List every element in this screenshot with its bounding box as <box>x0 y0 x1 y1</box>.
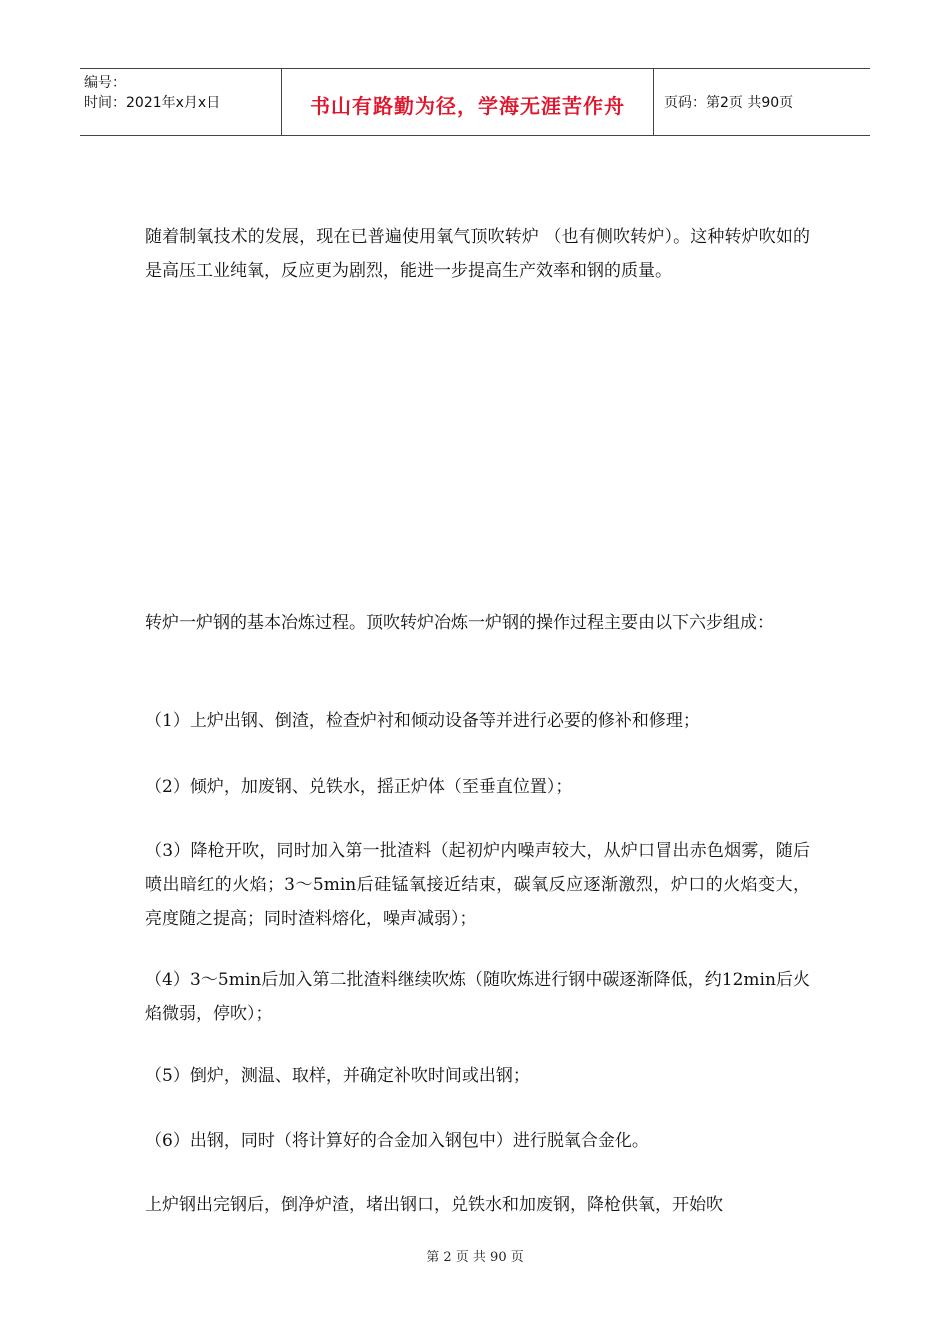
header-meta-cell <box>80 69 282 135</box>
number-label: 编号： <box>84 75 126 91</box>
paragraph-process-overview: 转炉一炉钢的基本冶炼过程。顶吹转炉冶炼一炉钢的操作过程主要由以下六步组成： <box>145 613 774 633</box>
paragraph-step-2: （2）倾炉，加废钢、兑铁水，摇正炉体（至垂直位置）； <box>145 777 573 797</box>
time-label: 时间：2021年x月x日 <box>84 95 221 111</box>
paragraph-step-6: （6）出钢，同时（将计算好的合金加入钢包中）进行脱氧合金化。 <box>145 1131 649 1151</box>
paragraph-step-5: （5）倒炉，测温、取样，并确定补吹时间或出钢； <box>145 1066 530 1086</box>
paragraph-continuation: 上炉钢出完钢后，倒净炉渣，堵出钢口，兑铁水和加废钢，降枪供氧，开始吹 <box>145 1195 723 1215</box>
header-page-cell <box>654 69 870 135</box>
page-footer: 第 2 页 共 90 页 <box>426 1250 524 1265</box>
header-motto-cell <box>282 69 654 135</box>
page-info: 页码：第2页 共90页 <box>664 95 794 111</box>
paragraph-step-1: （1）上炉出钢、倒渣，检查炉衬和倾动设备等并进行必要的修补和修理； <box>145 711 700 731</box>
paragraph-step-4: （4）3～5min后加入第二批渣料继续吹炼（随吹炼进行钢中碳逐渐降低，约12min后火焰微弱，停吹）； <box>145 970 810 1024</box>
motto: 书山有路勤为径，学海无涯苦作舟 <box>310 93 625 118</box>
paragraph-step-3: （3）降枪开吹，同时加入第一批渣料（起初炉内噪声较大，从炉口冒出赤色烟雾，随后喷出暗红的火焰；3～5min后硅锰氧接近结束，碳氧反应逐渐激烈，炉口的火焰变大，亮度随之提高；同时渣料熔化，噪声减弱）； <box>145 841 810 929</box>
document-header <box>80 68 870 136</box>
paragraph-intro: 随着制氧技术的发展，现在已普遍使用氧气顶吹转炉 （也有侧吹转炉）。这种转炉吹如的是高压工业纯氧，反应更为剧烈，能进一步提高生产效率和钢的质量。 <box>145 227 810 281</box>
